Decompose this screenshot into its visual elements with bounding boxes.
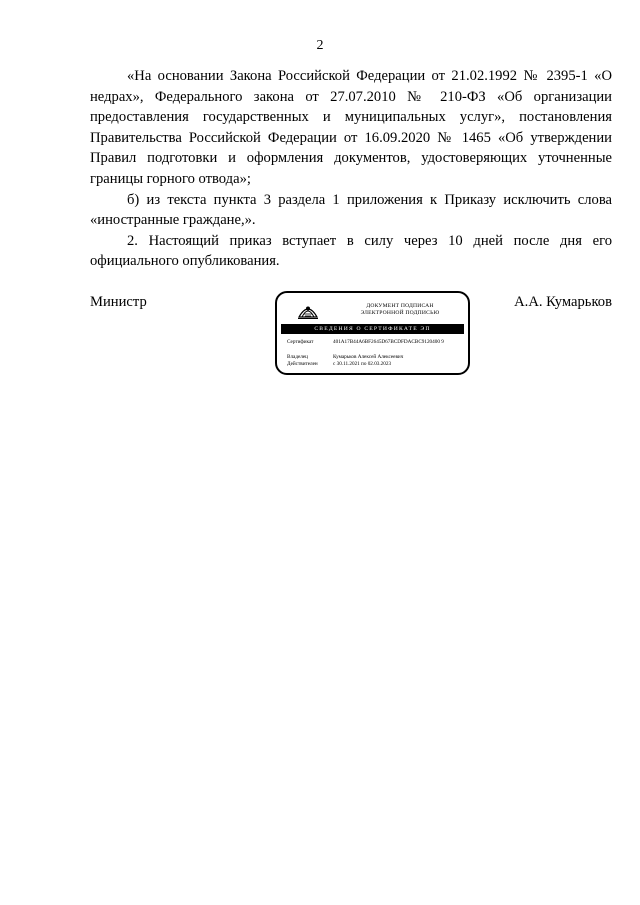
stamp-section-header: СВЕДЕНИЯ О СЕРТИФИКАТЕ ЭП [281,324,464,334]
coat-of-arms-icon [297,302,319,320]
paragraph-basis: «На основании Закона Российской Федерации от 21.02.1992 № 2395-1 «О недрах», Федерального закона от 27.07.2010 № 210-ФЗ «Об организации предоставления государственных и муниципальных услуг», постановления Правительства Российской Федерации от 16.09.2020 № 1465 «Об утверждении Правил подготовки и оформления документов, удостоверяющих уточненные границы горного отвода»; [90,68,612,187]
owner-value: Кумарьков Алексей Алексеевич [333,354,404,360]
paragraph-effective-date: 2. Настоящий приказ вступает в силу через 10 дней после дня его официального опубликования. [90,232,612,270]
signatory-role: Министр [90,294,147,310]
owner-label: Владелец [287,354,308,360]
stamp-certificate-row [287,339,462,353]
stamp-title-line1: ДОКУМЕНТ ПОДПИСАН [366,303,434,309]
page-number: 2 [316,38,324,53]
electronic-signature-stamp [275,291,470,375]
certificate-value: 401A17B44A6BF2645D67BCDFDACBC9120400 9 [333,339,444,345]
certificate-label: Сертификат [287,339,314,345]
signatory-name: А.А. Кумарьков [514,294,612,310]
paragraph-item-b: б) из текста пункта 3 раздела 1 приложения к Приказу исключить слова «иностранные граждане,». [90,191,612,229]
validity-value: с 30.11.2021 по 02.03.2023 [333,361,392,367]
stamp-title-line2: ЭЛЕКТРОННОЙ ПОДПИСЬЮ [360,310,440,316]
validity-label: Действителен [287,361,318,367]
document-body [90,66,612,272]
